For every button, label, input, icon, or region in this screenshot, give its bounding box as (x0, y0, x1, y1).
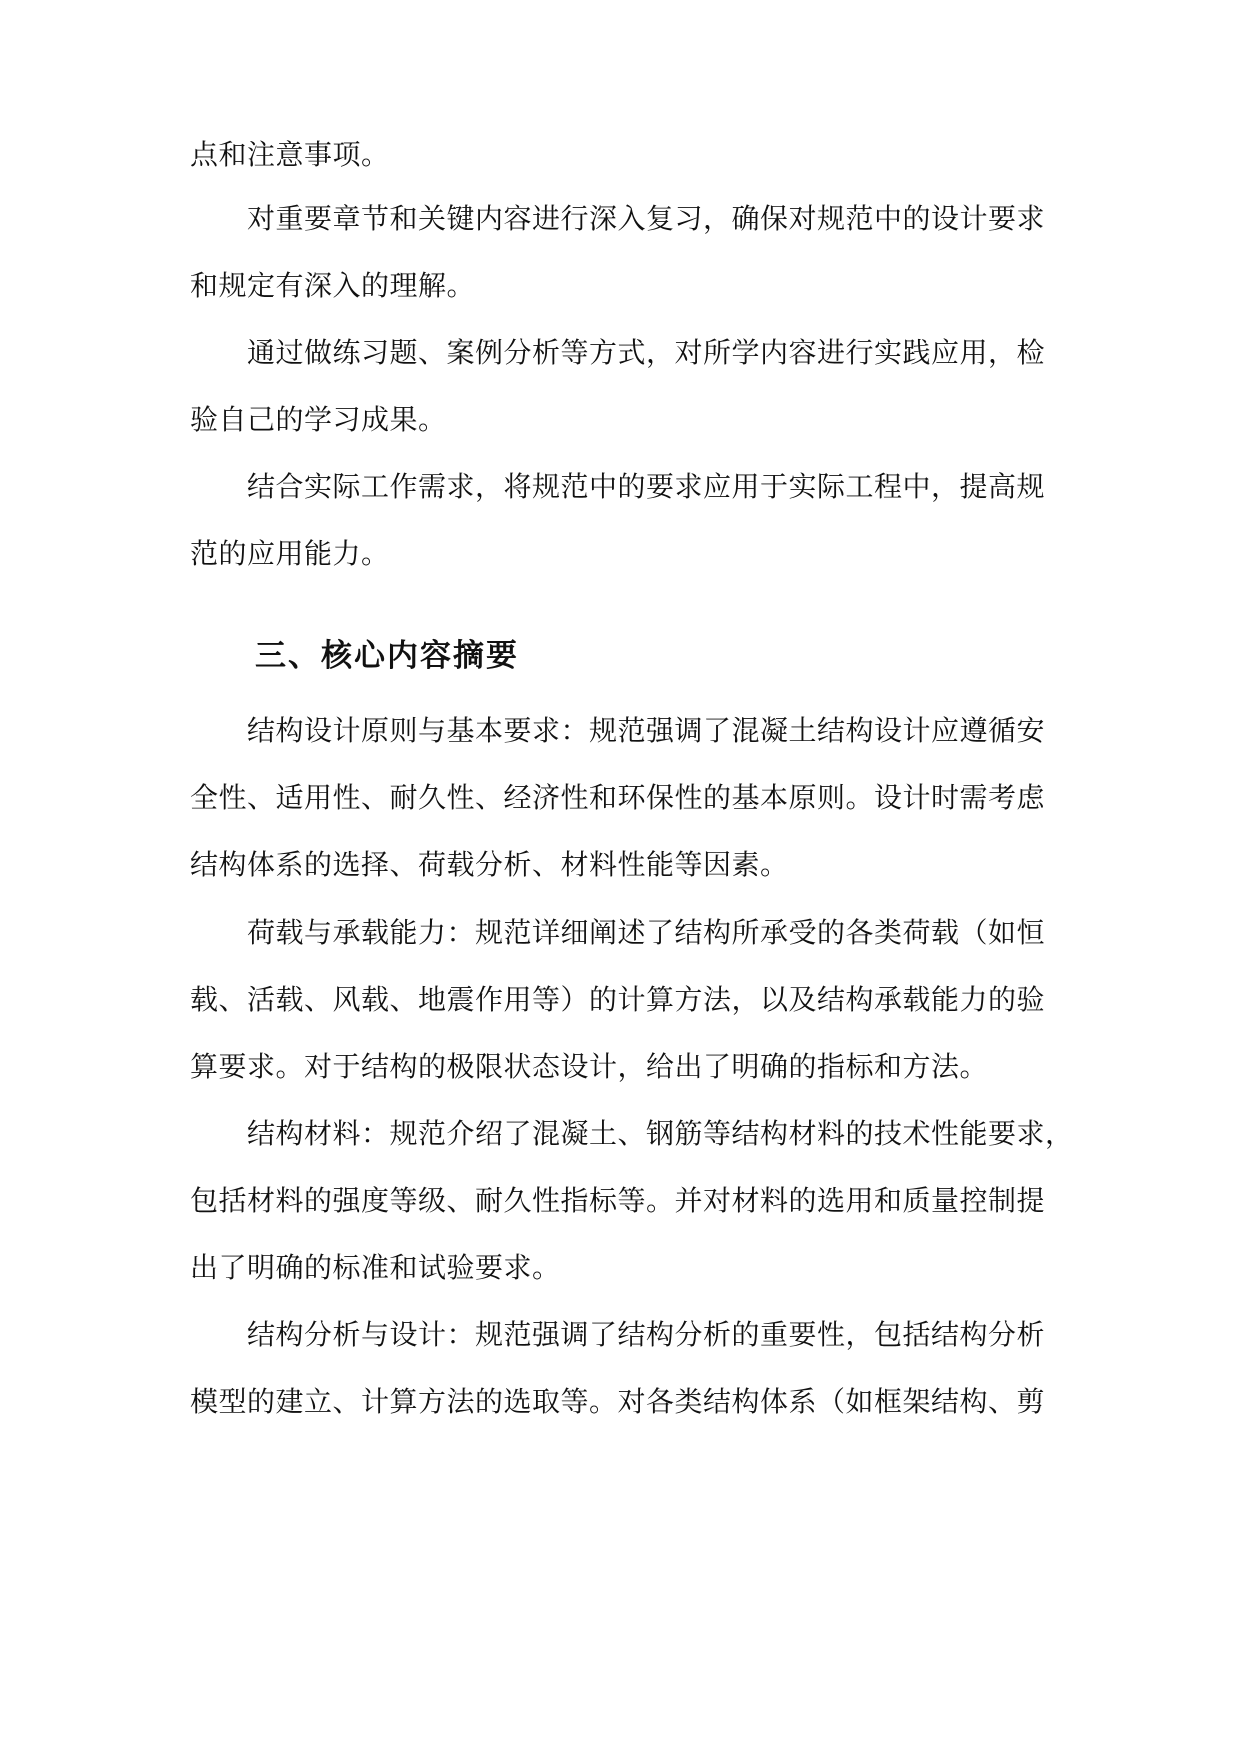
text-line: 载、活载、风载、地震作用等）的计算方法，以及结构承载能力的验 (190, 983, 1046, 1016)
text-line: 算要求。对于结构的极限状态设计，给出了明确的指标和方法。 (190, 1050, 989, 1083)
section-heading: 三、核心内容摘要 (255, 638, 519, 674)
text-line: 和规定有深入的理解。 (190, 269, 476, 302)
text-line: 结构体系的选择、荷载分析、材料性能等因素。 (190, 848, 789, 881)
text-line: 全性、适用性、耐久性、经济性和环保性的基本原则。设计时需考虑 (190, 781, 1046, 814)
paragraph-first-line: 荷载与承载能力：规范详细阐述了结构所承受的各类荷载（如恒 (247, 916, 1046, 949)
paragraph-first-line: 对重要章节和关键内容进行深入复习，确保对规范中的设计要求 (247, 202, 1046, 235)
text-line: 包括材料的强度等级、耐久性指标等。并对材料的选用和质量控制提 (190, 1184, 1046, 1217)
paragraph-first-line: 结合实际工作需求，将规范中的要求应用于实际工程中，提高规 (247, 470, 1046, 503)
paragraph-first-line: 通过做练习题、案例分析等方式，对所学内容进行实践应用，检 (247, 336, 1046, 369)
paragraph-first-line: 结构设计原则与基本要求：规范强调了混凝土结构设计应遵循安 (247, 714, 1046, 747)
paragraph-first-line: 结构材料：规范介绍了混凝土、钢筋等结构材料的技术性能要求， (247, 1117, 1074, 1150)
text-line: 范的应用能力。 (190, 537, 390, 570)
text-line: 模型的建立、计算方法的选取等。对各类结构体系（如框架结构、剪 (190, 1385, 1046, 1418)
text-line: 点和注意事项。 (190, 138, 390, 171)
text-line: 出了明确的标准和试验要求。 (190, 1251, 561, 1284)
paragraph-first-line: 结构分析与设计：规范强调了结构分析的重要性，包括结构分析 (247, 1318, 1046, 1351)
text-line: 验自己的学习成果。 (190, 403, 447, 436)
